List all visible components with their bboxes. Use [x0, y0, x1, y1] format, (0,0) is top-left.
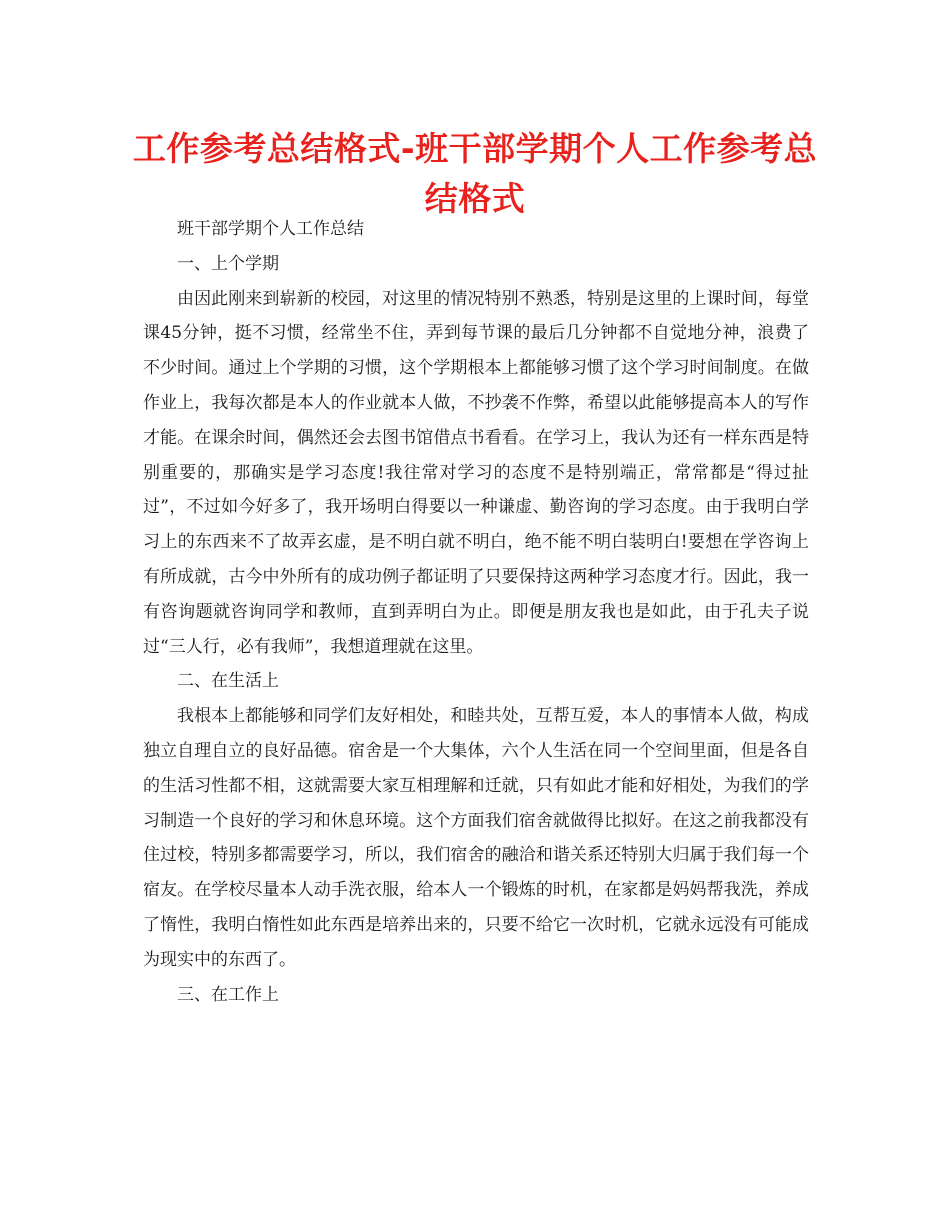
subtitle-paragraph: 班干部学期个人工作总结	[177, 219, 364, 239]
section-heading-1: 一、上个学期	[177, 253, 279, 274]
section-heading-3: 三、在工作上	[177, 984, 279, 1005]
document-title: 工作参考总结格式-班干部学期个人工作参考总结格式	[132, 129, 818, 218]
body-paragraph-1: 由因此刚来到崭新的校园，对这里的情况特别不熟悉，特别是这里的上课时间，每堂课45分钟，挺不习惯，经常坐不住，弄到每节课的最后几分钟都不自觉地分神，浪费了不少时间。通过上个学期的习惯，这个学期根本上都能够习惯了这个学习时间制度。在做作业上，我每次都是本人的作业就本人做，不抄袭不作弊，希望以此能够提高本人的写作才能。在课余时间，偶然还会去图书馆借点书看看。在学习上，我认为还有一样东西是特别重要的，那确实是学习态度!我往常对学习的态度不是特别端正，常常都是“得过扯过”，不过如今好多了，我开场明白得要以一种谦虚、勤咨询的学习态度。由于我明白学习上的东西来不了故弄玄虚，是不明白就不明白，绝不能不明白装明白!要想在学咨询上有所成就，古今中外所有的成功例子都证明了只要保持这两种学习态度才行。因此，我一有咨询题就咨询同学和教师，直到弄明白为止。即便是朋友我也是如此，由于孔夫子说过“三人行，必有我师”，我想道理就在这里。	[143, 288, 809, 657]
document-body	[143, 212, 809, 1012]
section-heading-2: 二、在生活上	[177, 671, 279, 692]
body-paragraph-2: 我根本上都能够和同学们友好相处，和睦共处，互帮互爱，本人的事情本人做，构成独立自理自立的良好品德。宿舍是一个大集体，六个人生活在同一个空间里面，但是各自的生活习性都不相，这就需要大家互相理解和迁就，只有如此才能和好相处，为我们的学习制造一个良好的学习和休息环境。这个方面我们宿舍就做得比拟好。在这之前我都没有住过校，特别多都需要学习，所以，我们宿舍的融洽和谐关系还特别大归属于我们每一个宿友。在学校尽量本人动手洗衣服，给本人一个锻炼的时机，在家都是妈妈帮我洗，养成了惰性，我明白惰性如此东西是培养出来的，只要不给它一次时机，它就永远没有可能成为现实中的东西了。	[143, 706, 809, 970]
